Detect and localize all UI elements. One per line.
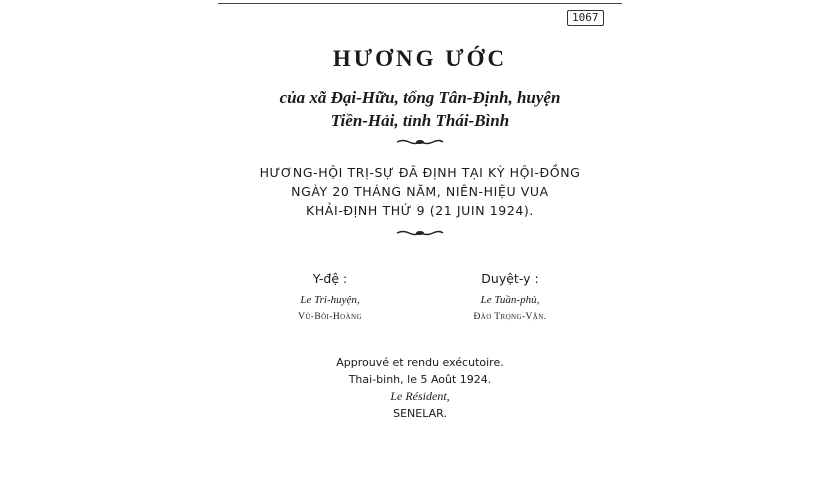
document-title: HƯƠNG ƯỚC [332, 46, 508, 71]
signature-role: Le Tri-huyện, [300, 294, 360, 306]
signature-heading: Y-đệ : [312, 271, 348, 286]
decree-line-2: NGÀY 20 THÁNG NĂM, NIÊN-HIỆU VUA [291, 184, 549, 199]
signature-heading: Duyệt-y : [481, 271, 539, 286]
approval-block [218, 354, 622, 422]
ornament-divider-top [218, 133, 622, 151]
decree-line-3: KHẢI-ĐỊNH THỨ 9 (21 JUIN 1924). [306, 203, 534, 218]
ornament-icon [395, 138, 445, 146]
top-border-line [218, 3, 622, 4]
approval-line-1: Approuvé et rendu exécutoire. [336, 356, 504, 369]
decree-text [218, 163, 622, 220]
ornament-icon [395, 229, 445, 237]
approval-line-3: Le Résident, [390, 389, 450, 403]
signature-block-left [250, 270, 410, 326]
signature-role: Le Tuần-phủ, [480, 294, 540, 306]
signature-name: Đào Trọng-Vận. [473, 312, 547, 322]
subtitle-line-2: Tiền-Hải, tỉnh Thái-Bình [330, 111, 510, 130]
decree-line-1: HƯƠNG-HỘI TRỊ-SỰ ĐÃ ĐỊNH TẠI KỲ HỘI-ĐỒNG [259, 165, 581, 180]
signature-name: Vũ-Bôi-Hoàng [298, 312, 362, 322]
approval-line-4: SENELAR. [393, 407, 447, 420]
page-number-stamp: 1067 [567, 10, 604, 26]
approval-line-2: Thai-binh, le 5 Août 1924. [348, 373, 492, 386]
ornament-divider-bottom [218, 224, 622, 242]
document-subtitle [218, 86, 622, 132]
subtitle-line-1: của xã Đại-Hữu, tổng Tân-Định, huyện [279, 88, 561, 107]
signature-block-right [430, 270, 590, 326]
